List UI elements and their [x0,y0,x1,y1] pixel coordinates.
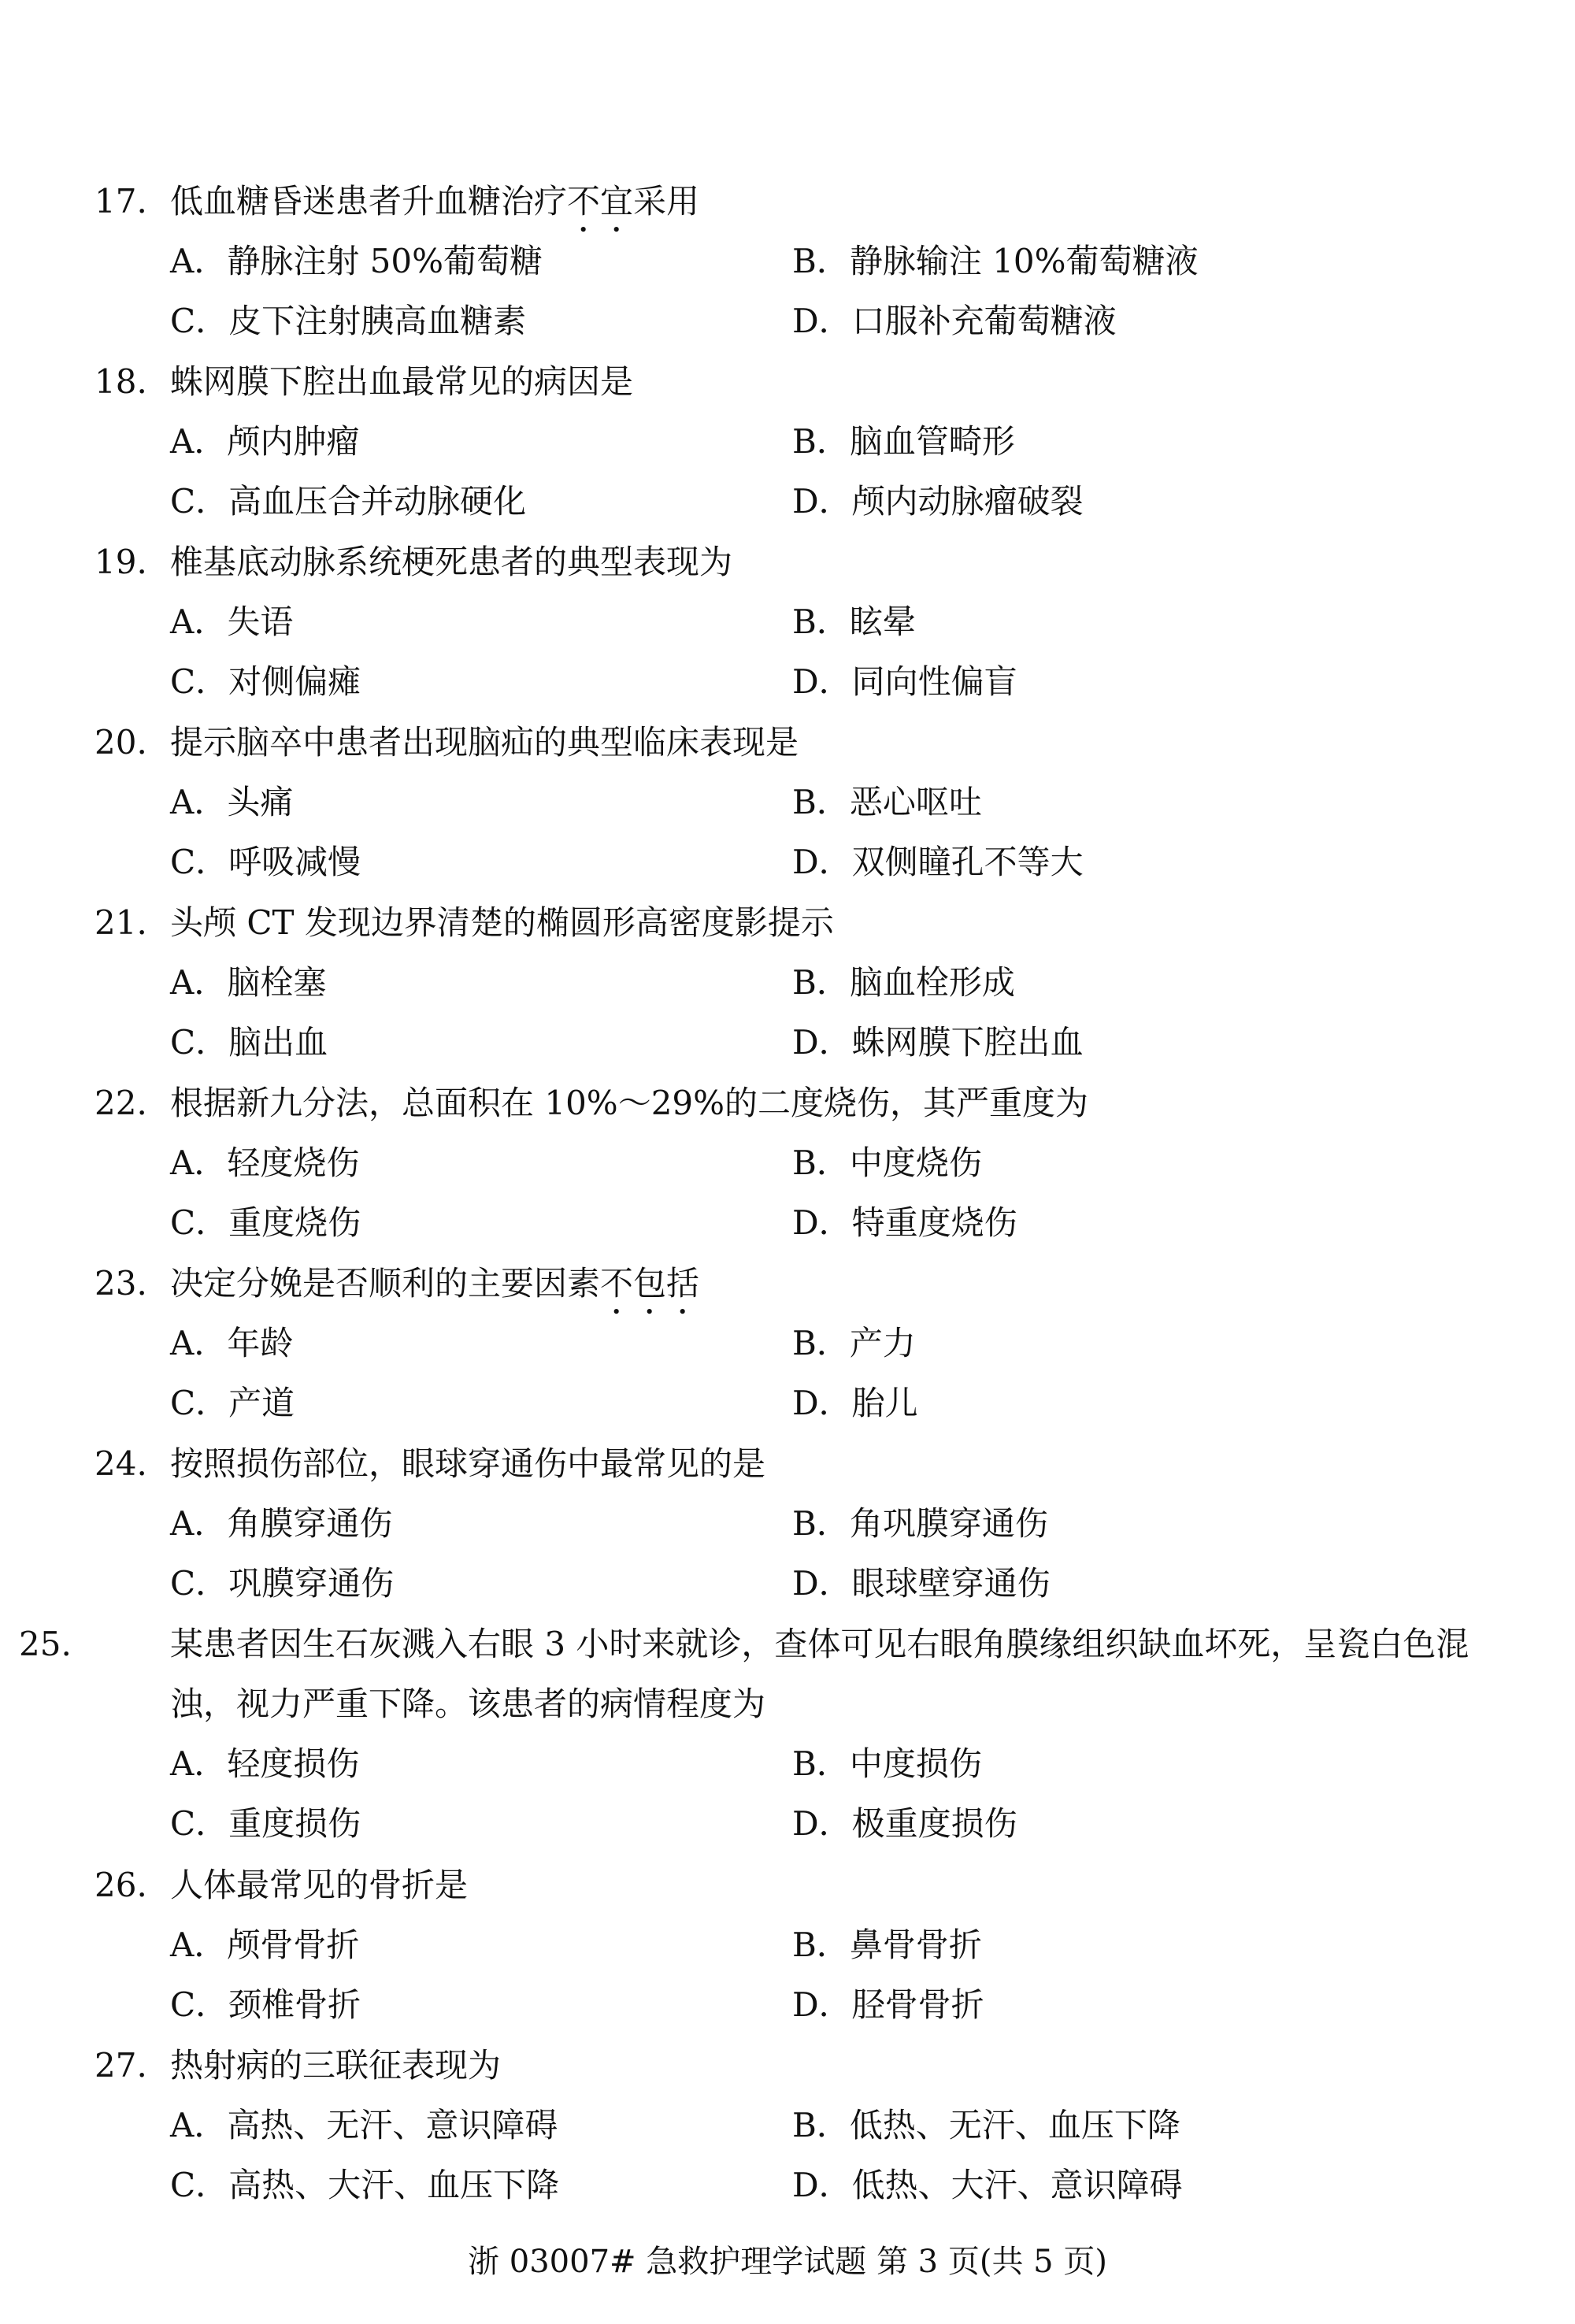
option-d: D．极重度损伤 [792,1804,1017,1843]
option-c: C．呼吸减慢 [170,843,361,881]
question-number: 18. [94,362,147,401]
emphasis-text: 不包括 [600,1264,700,1303]
option-b: B．角巩膜穿通伤 [792,1504,1048,1543]
question-stem: 26. 人体最常见的骨折是 [94,1855,1496,1915]
option-b: B．眩晕 [792,602,916,641]
option-d: D．口服补充葡萄糖液 [792,302,1117,340]
option-d: D．特重度烧伤 [792,1203,1017,1242]
option-b: B．鼻骨骨折 [792,1926,982,1964]
option-b: B．静脉输注 10%葡萄糖液 [792,242,1199,280]
option-a: A．头痛 [170,783,294,821]
question-18 [94,352,1496,532]
option-c: C．重度损伤 [170,1804,361,1843]
question-number: 26. [94,1866,147,1904]
option-a: A．年龄 [170,1324,294,1362]
question-stem: 24. 按照损伤部位，眼球穿通伤中最常见的是 [94,1434,1496,1494]
question-number: 17. [94,182,147,221]
option-b: B．中度损伤 [792,1744,982,1783]
question-stem: 19. 椎基底动脉系统梗死患者的典型表现为 [94,532,1496,592]
question-number: 22. [94,1084,147,1122]
page-footer: 浙 03007# 急救护理学试题 第 3 页(共 5 页) [468,2244,1107,2280]
option-d: D．同向性偏盲 [792,662,1017,701]
question-number: 19. [94,543,147,581]
option-c: C．高血压合并动脉硬化 [170,482,527,521]
option-d: D．低热、大汗、意识障碍 [792,2166,1183,2204]
option-c: C．皮下注射胰高血糖素 [170,302,527,340]
emphasis-text: 不宜 [567,182,634,221]
question-number: 23. [94,1264,147,1303]
option-d: D．蛛网膜下腔出血 [792,1023,1084,1062]
question-22 [94,1073,1496,1253]
option-c: C．重度烧伤 [170,1203,361,1242]
option-d: D．胎儿 [792,1384,918,1422]
question-number: 21. [94,903,147,942]
option-c: C．产道 [170,1384,295,1422]
option-d: D．胫骨骨折 [792,1985,984,2024]
option-d: D．眼球壁穿通伤 [792,1564,1051,1603]
question-19 [94,532,1496,712]
question-stem: 22. 根据新九分法，总面积在 10%～29%的二度烧伤，其严重度为 [94,1073,1496,1133]
option-b: B．恶心呕吐 [792,783,982,821]
option-b: B．脑血栓形成 [792,963,1015,1002]
option-c: C．脑出血 [170,1023,328,1062]
option-a: A．角膜穿通伤 [170,1504,393,1543]
option-a: A．颅骨骨折 [170,1926,360,1964]
question-24 [94,1434,1496,1614]
question-number: 25. [19,1625,72,1663]
question-stem: 20. 提示脑卒中患者出现脑疝的典型临床表现是 [94,713,1496,773]
option-b: B．产力 [792,1324,916,1362]
option-b: B．脑血管畸形 [792,422,1015,461]
question-26 [94,1855,1496,2035]
question-number: 24. [94,1444,147,1483]
option-d: D．双侧瞳孔不等大 [792,843,1084,881]
question-27 [94,2036,1496,2215]
question-stem: 23. 决定分娩是否顺利的主要因素不包括 [94,1254,1496,1314]
option-c: C．巩膜穿通伤 [170,1564,395,1603]
question-17 [94,172,1496,351]
option-a: A．轻度烧伤 [170,1143,360,1182]
option-b: B．中度烧伤 [792,1143,982,1182]
option-a: A．脑栓塞 [170,963,327,1002]
question-stem: 21. 头颅 CT 发现边界清楚的椭圆形高密度影提示 [94,893,1496,953]
question-number: 27. [94,2046,147,2085]
question-23 [94,1254,1496,1433]
option-a: A．失语 [170,602,294,641]
question-stem: 27. 热射病的三联征表现为 [94,2036,1496,2096]
option-a: A．颅内肿瘤 [170,422,360,461]
question-stem: 25. 某患者因生石灰溅入右眼 3 小时来就诊，查体可见右眼角膜缘组织缺血坏死，呈瓷白色混浊，视力严重下降。该患者的病情程度为 [94,1614,1493,1734]
option-c: C．颈椎骨折 [170,1985,361,2024]
option-a: A．静脉注射 50%葡萄糖 [170,242,543,280]
option-a: A．轻度损伤 [170,1744,360,1783]
option-a: A．高热、无汗、意识障碍 [170,2106,558,2144]
option-d: D．颅内动脉瘤破裂 [792,482,1084,521]
option-b: B．低热、无汗、血压下降 [792,2106,1180,2144]
question-21 [94,893,1496,1073]
question-number: 20. [94,723,147,762]
option-c: C．对侧偏瘫 [170,662,361,701]
option-c: C．高热、大汗、血压下降 [170,2166,560,2204]
question-stem: 17. 低血糖昏迷患者升血糖治疗不宜采用 [94,172,1496,232]
question-20 [94,713,1496,892]
question-stem: 18. 蛛网膜下腔出血最常见的病因是 [94,352,1496,412]
question-25 [19,1614,1496,1854]
